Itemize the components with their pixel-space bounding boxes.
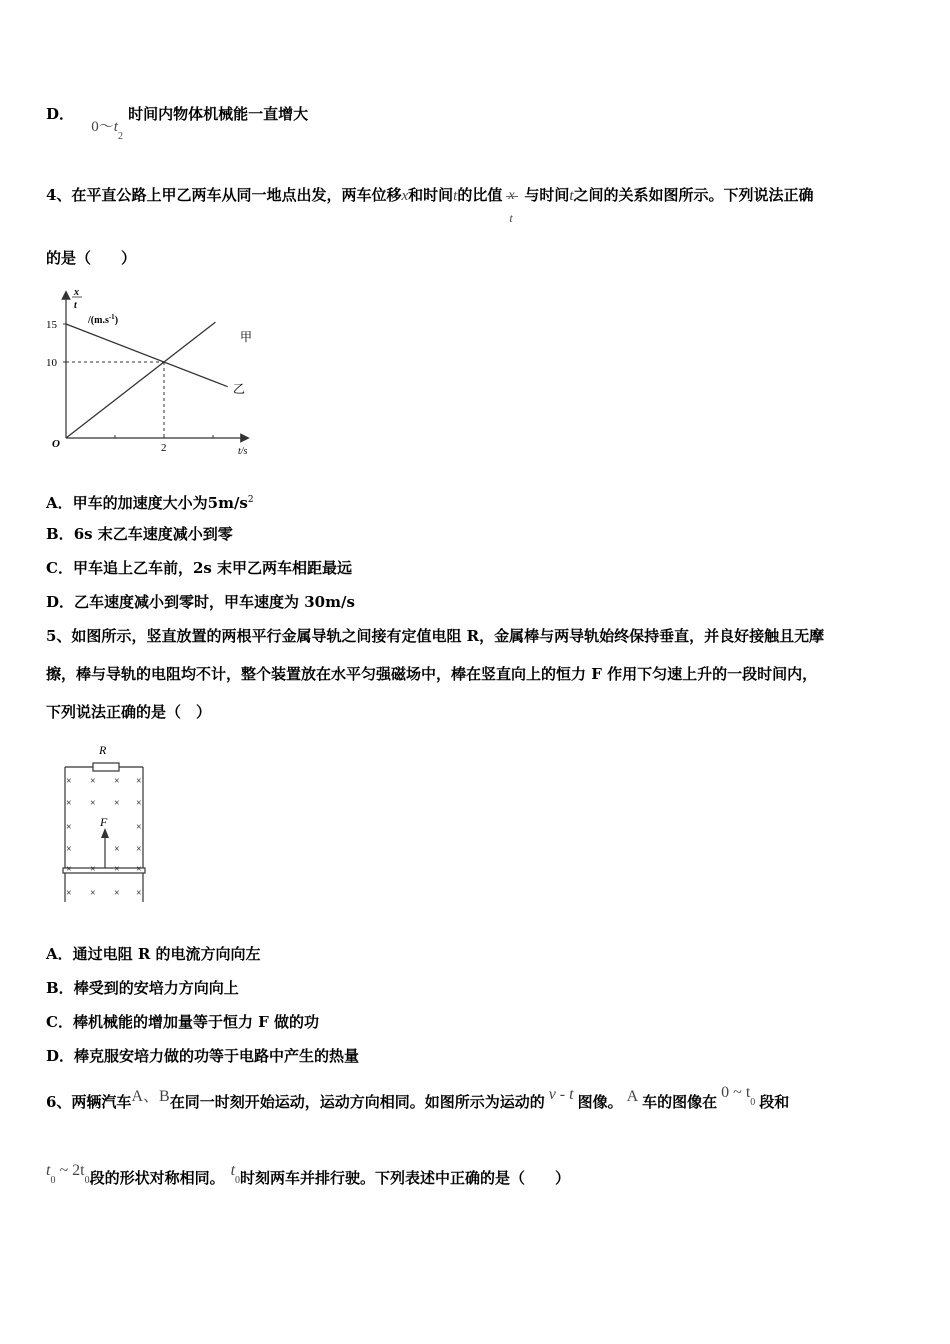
math-t: t bbox=[113, 119, 118, 135]
field-cross-icon: × bbox=[114, 864, 120, 875]
q5-option-b bbox=[46, 978, 239, 998]
option-label: A． bbox=[46, 945, 73, 963]
q6-text-d: 车的图像在 bbox=[642, 1093, 718, 1111]
q5-option-d bbox=[46, 1046, 359, 1066]
math-tilde: ～ bbox=[98, 119, 114, 135]
series-line-0 bbox=[66, 322, 215, 438]
q5-option-c bbox=[46, 1012, 319, 1032]
q4-option-a bbox=[46, 490, 254, 513]
y-unit: $/(m.s^{-1})$ bbox=[88, 313, 119, 326]
field-cross-icon: × bbox=[66, 888, 72, 899]
force-label: F bbox=[100, 815, 108, 829]
option-text: 乙车速度减小到零时，甲车速度为 30m/s bbox=[74, 593, 355, 611]
q4-stem-line2: 的是（ ） bbox=[46, 249, 137, 267]
force-arrow-head bbox=[101, 828, 109, 838]
y-tick-label: 15 bbox=[46, 319, 57, 331]
q5-stem-line1: 5、如图所示，竖直放置的两根平行金属导轨之间接有定值电阻 R，金属棒与两导轨始终保持垂直，并良好接触且无摩 bbox=[46, 627, 825, 645]
q4-option-d bbox=[46, 592, 355, 612]
field-cross-icon: × bbox=[90, 798, 96, 809]
option-text: 甲车追上乙车前，2s 末甲乙两车相距最远 bbox=[72, 559, 353, 577]
q4-text-b: 和时间 bbox=[408, 186, 454, 204]
math-A: A bbox=[626, 1088, 639, 1105]
field-cross-icon: × bbox=[136, 776, 142, 787]
q4-option-c bbox=[46, 558, 352, 578]
option-text: 时间内物体机械能一直增大 bbox=[128, 105, 309, 123]
q5-figure bbox=[55, 740, 175, 910]
field-cross-icon: × bbox=[90, 776, 96, 787]
field-cross-icon: × bbox=[136, 864, 142, 875]
q4-stem-line1 bbox=[46, 176, 814, 225]
math-range1: 0 ~ t bbox=[721, 1084, 751, 1101]
option-text: 甲车的加速度大小为5m/s bbox=[72, 494, 248, 512]
math-t0b-sub: 0 bbox=[235, 1175, 241, 1186]
q6-text-c: 图像。 bbox=[577, 1093, 623, 1111]
q6-text-g: 时刻两车并排行驶。下列表述中正确的是（ ） bbox=[240, 1169, 571, 1187]
q4-text-d: 与时间 bbox=[524, 186, 570, 204]
q6-stem-line2 bbox=[46, 1162, 571, 1195]
field-cross-icon: × bbox=[90, 864, 96, 875]
field-cross-icon: × bbox=[136, 844, 142, 855]
var-t: t bbox=[453, 188, 458, 204]
y-tick-label: 10 bbox=[46, 357, 57, 369]
field-cross-icon: × bbox=[66, 844, 72, 855]
q6-text-b: 在同一时刻开始运动，运动方向相同。如图所示为运动的 bbox=[169, 1093, 545, 1111]
series-label: 乙 bbox=[233, 382, 246, 396]
field-cross-icon: × bbox=[114, 798, 120, 809]
field-cross-icon: × bbox=[114, 776, 120, 787]
q6-text-e: 段和 bbox=[759, 1093, 790, 1111]
fraction-x-over-t bbox=[506, 177, 520, 225]
resistor-label: R bbox=[99, 743, 107, 757]
field-cross-icon: × bbox=[66, 822, 72, 833]
q4-text-e: 之间的关系如图所示。下列说法正确 bbox=[573, 186, 814, 204]
field-cross-icon: × bbox=[136, 798, 142, 809]
option-label: D． bbox=[46, 105, 75, 123]
series-label: 甲 bbox=[240, 330, 253, 344]
q4-text-a: 4、在平直公路上甲乙两车从同一地点出发，两车位移 bbox=[46, 186, 402, 204]
math-vt: v - t bbox=[548, 1086, 574, 1103]
metal-rod bbox=[63, 868, 145, 873]
math-t0b: t bbox=[230, 1162, 236, 1179]
q6-stem-line1 bbox=[46, 1084, 790, 1119]
q4-option-b bbox=[46, 524, 233, 544]
q4-text-c: 的比值 bbox=[457, 186, 503, 204]
field-cross-icon: × bbox=[66, 798, 72, 809]
field-cross-icon: × bbox=[136, 822, 142, 833]
q5-option-a bbox=[46, 944, 261, 964]
field-cross-icon: × bbox=[114, 888, 120, 899]
resistor bbox=[93, 763, 119, 771]
math-2t0: ~ 2t bbox=[55, 1162, 85, 1179]
field-cross-icon: × bbox=[114, 844, 120, 855]
q5-stem-line3: 下列说法正确的是（ ） bbox=[46, 703, 212, 721]
q6-text-f: 段的形状对称相同。 bbox=[89, 1169, 225, 1187]
option-label: D． bbox=[46, 1047, 75, 1065]
option-text: 棒受到的安培力方向向上 bbox=[73, 979, 239, 997]
q5-stem-line2: 擦，棒与导轨的电阻均不计，整个装置放在水平匀强磁场中，棒在竖直向上的恒力 F 作用下匀速上升的一段时间内， bbox=[46, 665, 818, 683]
option-text: 6s 末乙车速度减小到零 bbox=[73, 525, 233, 543]
field-cross-icon: × bbox=[90, 888, 96, 899]
math-zero: 0 bbox=[91, 119, 99, 135]
option-label: C． bbox=[46, 559, 73, 577]
option-label: D． bbox=[46, 593, 75, 611]
math-2t0-sub: 0 bbox=[84, 1175, 90, 1186]
origin-label: O bbox=[52, 438, 60, 450]
option-label: B． bbox=[46, 525, 74, 543]
frac-num: x bbox=[508, 188, 515, 203]
math-t0: t bbox=[46, 1162, 51, 1179]
math-AB: A、B bbox=[131, 1088, 170, 1105]
var-t-2: t bbox=[569, 188, 574, 204]
option-text: 棒克服安培力做的功等于电路中产生的热量 bbox=[74, 1047, 360, 1065]
option-label: B． bbox=[46, 979, 74, 997]
option-sup: 2 bbox=[247, 495, 254, 505]
math-t0-sub: 0 bbox=[50, 1175, 56, 1186]
x-tick-label: 2 bbox=[161, 442, 167, 454]
q4-chart bbox=[40, 285, 260, 460]
option-text: 通过电阻 R 的电流方向向左 bbox=[72, 945, 261, 963]
field-cross-icon: × bbox=[66, 864, 72, 875]
frac-den: t bbox=[509, 211, 513, 225]
y-label-num: x bbox=[74, 287, 79, 298]
field-cross-icon: × bbox=[66, 776, 72, 787]
y-label-den: t bbox=[74, 300, 77, 311]
series-line-1 bbox=[66, 324, 228, 387]
q3-option-d bbox=[46, 104, 309, 142]
option-label: C． bbox=[46, 1013, 73, 1031]
math-sub: 2 bbox=[117, 131, 123, 142]
math-range1-sub: 0 bbox=[750, 1097, 756, 1108]
option-text: 棒机械能的增加量等于恒力 F 做的功 bbox=[72, 1013, 320, 1031]
q6-text-a: 6、两辆汽车 bbox=[46, 1093, 132, 1111]
option-label: A． bbox=[46, 494, 73, 512]
x-axis-label: t/s bbox=[238, 446, 248, 457]
field-cross-icon: × bbox=[136, 888, 142, 899]
var-x: x bbox=[401, 188, 409, 204]
